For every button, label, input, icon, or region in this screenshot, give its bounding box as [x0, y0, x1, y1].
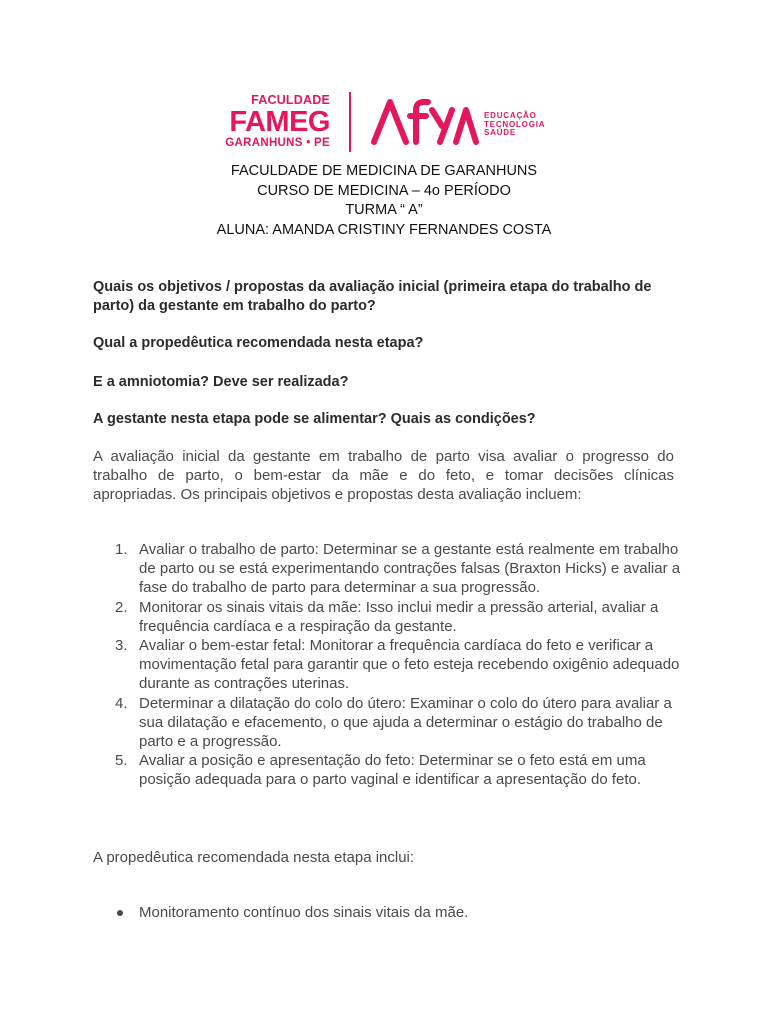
course-name: CURSO DE MEDICINA – 4o PERÍODO	[257, 182, 511, 199]
intro-paragraph: A avaliação inicial da gestante em trabalho de parto visa avaliar o progresso do trabalho de parto, o bem-estar da mãe e do feto, e tomar decisões clínicas apropriadas. Os principais objetivos e propostas desta avaliação incluem:	[93, 448, 674, 504]
question-1: Quais os objetivos / propostas da avaliação inicial (primeira etapa do trabalho de parto) da gestante em trabalho do parto?	[93, 279, 652, 314]
list-item-text: Monitorar os sinais vitais da mãe: Isso inclui medir a pressão arterial, avaliar a frequência cardíaca e a respiração da gestante.	[139, 598, 659, 635]
list-item	[93, 903, 683, 922]
objectives-list	[93, 540, 683, 790]
question-2: Qual a propedêutica recomendada nesta etapa?	[93, 335, 424, 351]
list-item-text: Monitoramento contínuo dos sinais vitais da mãe.	[139, 904, 469, 921]
class-name: TURMA “ A”	[345, 202, 423, 218]
fameg-logo	[214, 94, 330, 149]
logo-header	[0, 90, 768, 152]
propedeutica-intro: A propedêutica recomendada nesta etapa inclui:	[93, 849, 415, 866]
afya-tagline-line: EDUCAÇÃO	[484, 111, 537, 120]
list-item	[93, 540, 683, 598]
list-number: 4.	[115, 694, 128, 712]
list-number: 5.	[115, 752, 128, 770]
fameg-logo-top: FACULDADE	[251, 93, 330, 107]
question-3: E a amniotomia? Deve ser realizada?	[93, 374, 349, 390]
list-item-text: Avaliar o bem-estar fetal: Monitorar a frequência cardíaca do feto e verificar a movimentação fetal para garantir que o feto esteja recebendo oxigênio adequado durante as contrações uterinas.	[139, 637, 680, 693]
list-item-text: Determinar a dilatação do colo do útero: Examinar o colo do útero para avaliar a sua dilatação e efacemento, o que ajuda a determinar o estágio do trabalho de parto e a progressão.	[139, 694, 672, 751]
student-name: ALUNA: AMANDA CRISTINY FERNANDES COSTA	[216, 221, 552, 238]
question-4: A gestante nesta etapa pode se alimentar? Quais as condições?	[93, 411, 536, 427]
list-number: 2.	[115, 598, 128, 616]
fameg-logo-main: FAMEG	[229, 105, 330, 138]
institution-header	[0, 162, 768, 240]
logo-divider	[349, 92, 351, 152]
list-item	[93, 636, 683, 694]
list-item	[93, 598, 683, 636]
list-item	[93, 694, 683, 752]
list-item	[93, 751, 683, 789]
bullet-icon	[117, 910, 123, 916]
list-item-text: Avaliar a posição e apresentação do feto: Determinar se o feto está em uma posição adequada para o parto vaginal e identificar a apresentação do feto.	[139, 752, 646, 789]
list-number: 3.	[115, 637, 128, 655]
propedeutica-list	[93, 903, 683, 922]
afya-tagline	[484, 112, 545, 138]
list-item-text: Avaliar o trabalho de parto: Determinar se a gestante está realmente em trabalho de parto ou se está experimentando contrações falsas (Braxton Hicks) e avaliar a fase do trabalho de parto para determinar a sua progressão.	[139, 541, 681, 597]
list-number: 1.	[115, 541, 128, 558]
afya-logo-mark	[370, 96, 480, 146]
institution-name: FACULDADE DE MEDICINA DE GARANHUNS	[230, 163, 538, 179]
fameg-logo-bottom: GARANHUNS • PE	[225, 136, 330, 149]
afya-tagline-line: SAÚDE	[484, 128, 517, 138]
afya-tagline-line: TECNOLOGIA	[484, 119, 546, 129]
